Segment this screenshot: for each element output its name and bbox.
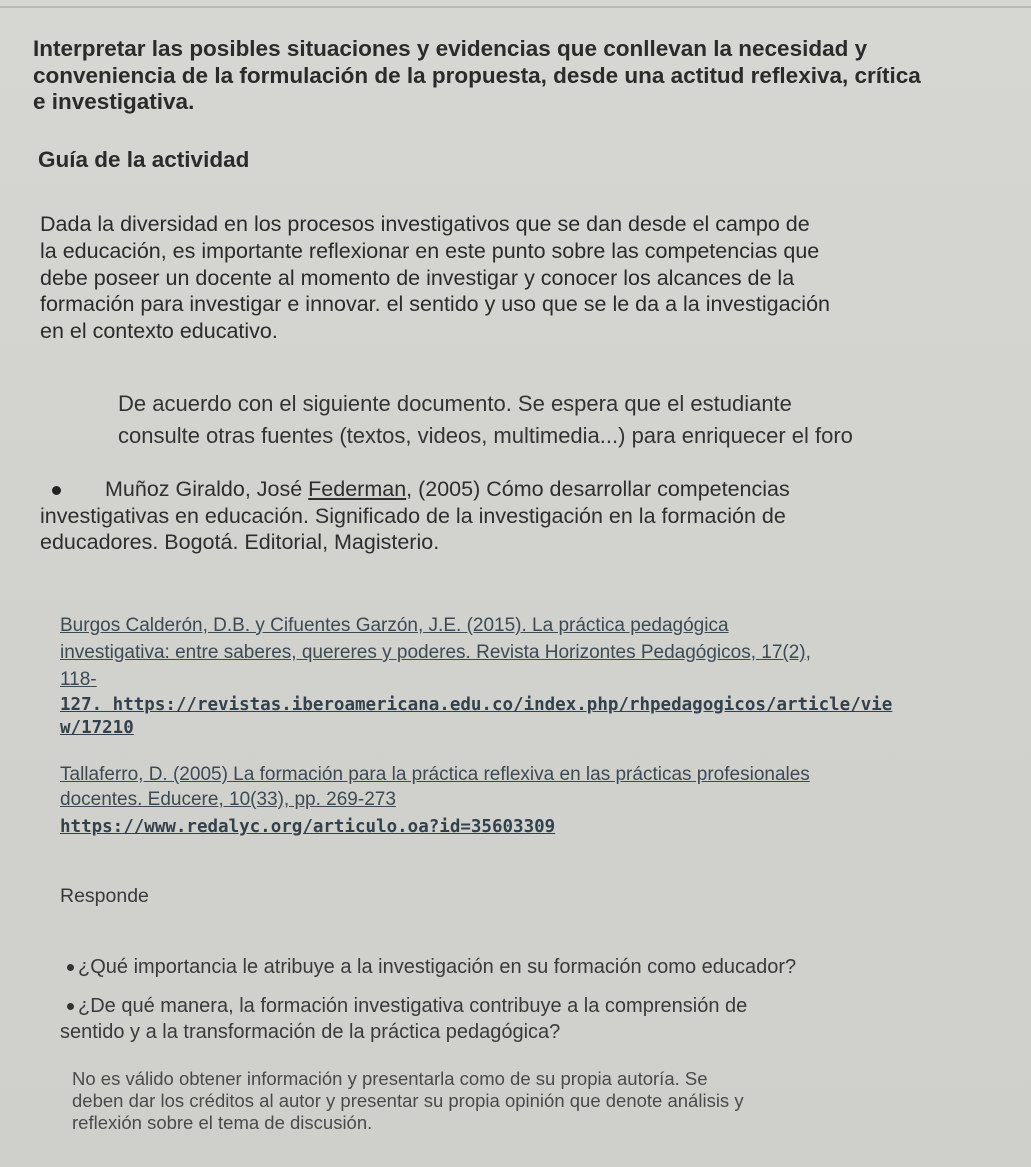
bullet-icon [67, 1003, 74, 1010]
instruction-text [118, 388, 853, 452]
reference-tallaferro [60, 763, 810, 837]
context-paragraph [40, 211, 830, 345]
question-2 [60, 994, 747, 1044]
question-text: ¿De qué manera, la formación investigativa contribuye a la comprensión de [78, 995, 748, 1017]
intro-line: Interpretar las posibles situaciones y evidencias que conllevan la necesidad y [33, 36, 868, 61]
note-line: reflexión sobre el tema de discusión. [72, 1112, 373, 1133]
guide-title: Guía de la actividad [38, 147, 250, 172]
reference-line: educadores. Bogotá. Editorial, Magisterio. [40, 530, 440, 554]
paragraph-line: en el contexto educativo. [40, 319, 278, 344]
reference-link-line[interactable]: Tallaferro, D. (2005) La formación para la práctica reflexiva en las prácticas profesionales [60, 764, 810, 785]
note-line: No es válido obtener información y presentarla como de su propia autoría. Se [72, 1068, 708, 1089]
paragraph-line: debe poseer un docente al momento de investigar y conocer los alcances de la [40, 265, 795, 290]
question-text: ¿Qué importancia le atribuye a la investigación en su formación como educador? [78, 956, 797, 978]
reference-author: Muñoz Giraldo, José [105, 477, 309, 501]
paragraph-line: Dada la diversidad en los procesos investigativos que se dan desde el campo de [40, 212, 810, 236]
instruction-line: consulte otras fuentes (textos, videos, multimedia...) para enriquecer el foro [118, 423, 853, 448]
note-line: deben dar los créditos al autor y presentar su propia opinión que denote análisis y [72, 1090, 744, 1111]
bullet-icon [67, 964, 74, 971]
respond-label: Responde [60, 885, 149, 907]
intro-text [33, 36, 921, 116]
reference-url[interactable]: w/17210 [60, 718, 134, 738]
reference-link-line[interactable]: Burgos Calderón, D.B. y Cifuentes Garzón, J.E. (2015). La práctica pedagógica [60, 615, 729, 636]
intro-line: conveniencia de la formulación de la propuesta, desde una actitud reflexiva, crítica [33, 62, 921, 88]
question-line [67, 994, 747, 1018]
reference-link-line[interactable]: investigativa: entre saberes, quereres y poderes. Revista Horizontes Pedagógicos, 17(2), [60, 642, 811, 663]
reference-link-line[interactable]: docentes. Educere, 10(33), pp. 269-273 [60, 789, 396, 810]
reference-line: investigativas en educación. Significado de la investigación en la formación de [40, 503, 786, 528]
question-line: sentido y a la transformación de la práctica pedagógica? [60, 1021, 561, 1043]
paragraph-line: la educación, es importante reflexionar en este punto sobre las competencias que [40, 238, 820, 263]
paragraph-line: formación para investigar e innovar. el sentido y uso que se le da a la investigación [40, 292, 830, 317]
reference-burgos [60, 614, 892, 738]
bullet-icon [52, 486, 61, 495]
intro-line: e investigativa. [33, 89, 195, 114]
reference-url[interactable]: 127. https://revistas.iberoamericana.edu.co/index.php/rhpedagogicos/article/vie [60, 695, 893, 715]
main-reference [40, 476, 790, 556]
reference-link-line[interactable]: 118- [60, 669, 97, 690]
authorship-note [72, 1068, 744, 1134]
reference-line [52, 476, 790, 503]
reference-author-underlined: Federman [308, 477, 407, 501]
top-divider [0, 6, 1031, 8]
reference-title: , (2005) Cómo desarrollar competencias [406, 477, 790, 501]
reference-url[interactable]: https://www.redalyc.org/articulo.oa?id=35603309 [60, 817, 556, 837]
question-1 [67, 955, 796, 979]
instruction-line: De acuerdo con el siguiente documento. Se espera que el estudiante [118, 391, 792, 416]
